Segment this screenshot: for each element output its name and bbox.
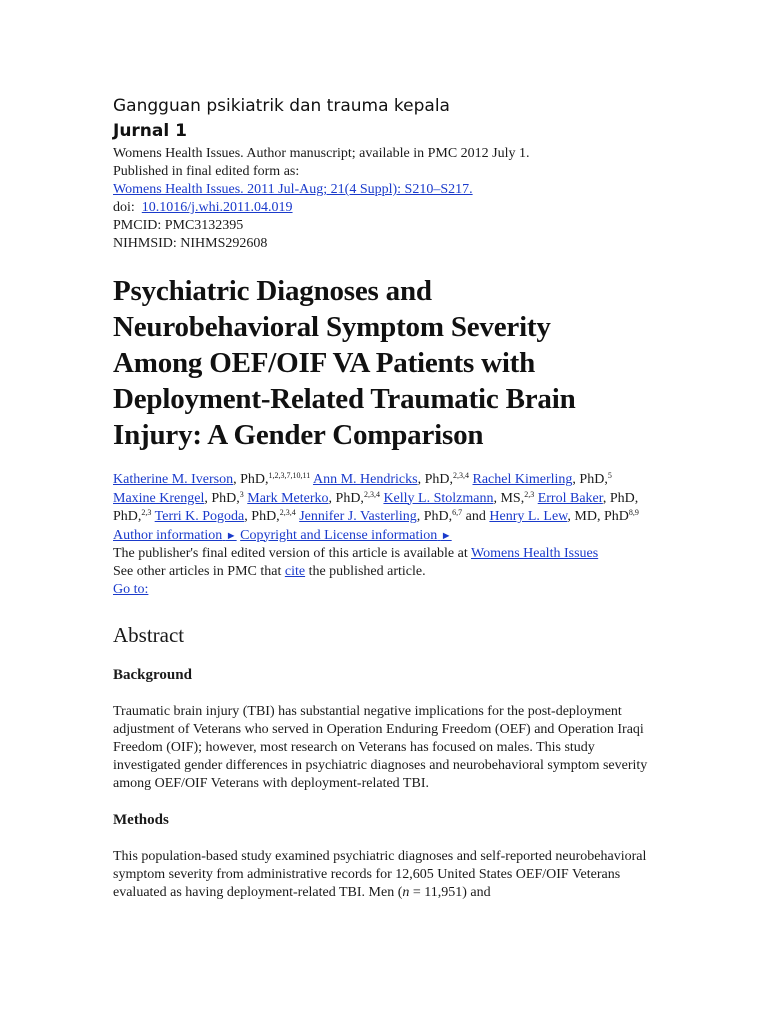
cite-link[interactable]: cite	[284, 563, 306, 579]
abstract-heading: Abstract	[113, 622, 185, 647]
author-link[interactable]: Rachel Kimerling	[472, 472, 573, 487]
author-link[interactable]: Mark Meterko	[247, 490, 329, 506]
expand-triangle-icon: ►	[225, 529, 237, 542]
goto-link[interactable]: Go to:	[113, 581, 149, 597]
author-list: Katherine M. Iverson, PhD,$^{1,2,3,7,10,11}$ Ann M. Hendricks, PhD,$^{2,3,4}$ Rachel Kimerling, PhD,$^5$ Maxine Krengel, PhD,$^3$ Mark Meterko, PhD,$^{2,3,4}$ Kelly L. Stolzmann, MS,$^{2,3}$ Errol Baker, PhD, PhD,$^{2,3}$ Terri K. Pogoda, PhD,$^{2,3,4}$ Jennifer J. Vasterling, PhD,$^{6,7}$ and Henry L. Lew, MD, PhD$^{8,9}$	[113, 471, 639, 524]
author-degree: PhD,	[113, 509, 142, 524]
author-information-link[interactable]: Author information ►	[113, 527, 237, 543]
document-title: Gangguan psikiatrik dan trauma kepala	[113, 96, 450, 116]
author-link[interactable]: Jennifer J. Vasterling	[299, 509, 417, 524]
author-link[interactable]: Maxine Krengel	[113, 490, 205, 506]
citation-meta	[113, 145, 728, 253]
author-link[interactable]: Kelly L. Stolzmann	[383, 490, 494, 506]
published-note: Published in final edited form as:	[113, 164, 300, 179]
author-link[interactable]: Terri K. Pogoda	[154, 509, 245, 524]
publisher-link[interactable]: Womens Health Issues	[471, 545, 599, 561]
author-link[interactable]: Katherine M. Iverson	[113, 472, 234, 487]
author-link[interactable]: Henry L. Lew	[489, 509, 568, 524]
author-link[interactable]: Errol Baker	[537, 490, 603, 506]
nihmsid: NIHMSID: NIHMS292608	[113, 236, 268, 251]
pmcid: PMCID: PMC3132395	[113, 218, 244, 233]
publisher-note: The publisher's final edited version of this article is available at	[113, 545, 471, 561]
manuscript-note: Womens Health Issues. Author manuscript; available in PMC 2012 July 1.	[113, 146, 530, 161]
background-text: Traumatic brain injury (TBI) has substantial negative implications for the post-deployment adjustment of Veterans who served in Operation Enduring Freedom (OEF) and Operation Iraqi Freedom (OIF); however, most research on Veterans has focused on males. This study investigated gender differences in psychiatric diagnoses and neurobehavioral symptom severity among OEF/OIF Veterans with deployment-related TBI.	[113, 703, 648, 792]
copyright-link[interactable]: Copyright and License information ►	[240, 527, 452, 543]
citation-link[interactable]: Womens Health Issues. 2011 Jul-Aug; 21(4 Suppl): S210–S217.	[113, 182, 473, 197]
doi-label: doi:	[113, 200, 135, 215]
author-link[interactable]: Ann M. Hendricks	[312, 472, 418, 487]
article-title: Psychiatric Diagnoses and Neurobehavioral Symptom Severity Among OEF/OIF VA Patients with Deployment-Related Traumatic Brain Injury: A Gender Comparison	[113, 275, 576, 451]
doi-link[interactable]: 10.1016/j.whi.2011.04.019	[141, 200, 293, 215]
journal-label: Jurnal 1	[113, 121, 187, 141]
article-info: Author information ► Copyright and License information ► The publisher's final edited version of this article is available at Womens Health Issues See other articles in PMC that cite the published article. Go to:	[113, 527, 599, 597]
methods-text: This population-based study examined psychiatric diagnoses and self-reported neurobehavioral symptom severity from administrative records for 12,605 United States OEF/OIF Veterans evaluated as having deployment-related TBI. Men (n = 11,951) and	[113, 848, 647, 900]
background-heading: Background	[113, 666, 192, 683]
expand-triangle-icon: ►	[440, 529, 452, 542]
methods-heading: Methods	[113, 811, 169, 828]
